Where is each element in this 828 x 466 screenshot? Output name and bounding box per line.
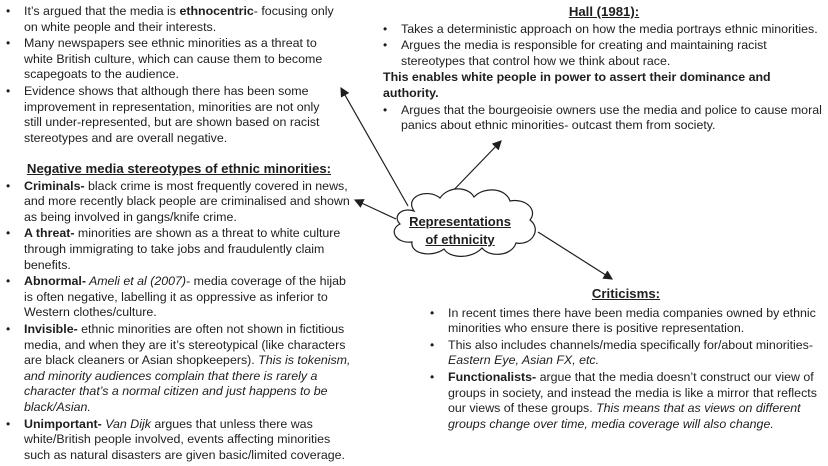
hall-item: • Argues that the bourgeoisie owners use the media and police to cause moral panics about ethnic minorities- outcast them from society.	[383, 103, 825, 134]
criticism-item: • Functionalists- argue that the media doesn’t construct our view of groups in society, and instead the media is like a mirror that reflects our views of these groups. This means that as views on different groups change over time, media coverage will also change.	[430, 370, 822, 432]
hall-bold-line: This enables white people in power to assert their dominance and authority.	[383, 70, 771, 100]
cloud-line2: of ethnicity	[425, 232, 495, 247]
arrow-to-stereotypes	[355, 200, 396, 219]
hall-item: • Takes a deterministic approach on how the media portrays ethnic minorities.	[383, 22, 825, 38]
cloud-line1: Representations	[409, 214, 511, 229]
criticism-item: • This also includes channels/media specifically for/about minorities- Eastern Eye, Asian FX, etc.	[430, 338, 822, 369]
stereotypes-heading: Negative media stereotypes of ethnic minorities:	[26, 161, 332, 176]
criticism-item: • In recent times there have been media companies owned by ethnic minorities who ensure there is positive representation.	[430, 306, 822, 337]
criticisms-section	[430, 286, 822, 433]
intro-item: • Evidence shows that although there has been some improvement in representation, minorities are not only still under-represented, but are shown based on racist stereotypes and are overall negative.	[6, 84, 336, 146]
hall-item: • Argues the media is responsible for creating and maintaining racist stereotypes that control how we think about race.	[383, 38, 825, 69]
intro-item: • Many newspapers see ethnic minorities as a threat to white British culture, which can cause them to become scapegoats to the audience.	[6, 36, 336, 83]
stereotype-item: • Abnormal- Ameli et al (2007)- media coverage of the hijab is often negative, labelling it as oppressive as inferior to Western clothes/culture.	[6, 274, 352, 321]
stereotype-item: • Criminals- black crime is most frequently covered in news, and more recently black people are criminalised and shown as being involved in gangs/knife crime.	[6, 179, 352, 226]
stereotype-item: • A threat- minorities are shown as a threat to white culture through immigrating to take jobs and fraudulently claim benefits.	[6, 226, 352, 273]
intro-section	[6, 4, 336, 147]
hall-heading: Hall (1981):	[568, 4, 640, 19]
stereotype-item: • Invisible- ethnic minorities are often not shown in fictitious media, and when they are it’s stereotypical (like characters are black cleaners or Asian shopkeepers). This is tokenism, and minority audiences complain that there is rarely a character that’s a normal citizen and just happens to be black/Asian.	[6, 322, 352, 416]
stereotypes-section	[6, 161, 352, 464]
stereotype-item: • Unimportant- Van Dijk argues that unless there was white/British people involved, events affecting minorities such as natural disasters are given basic/limited coverage.	[6, 417, 352, 464]
intro-item: • It’s argued that the media is ethnocentric- focusing only on white people and their interests.	[6, 4, 336, 35]
hall-section	[383, 4, 825, 135]
criticisms-heading: Criticisms:	[591, 286, 661, 301]
cloud-label	[399, 213, 521, 249]
arrow-to-criticisms	[538, 232, 612, 279]
